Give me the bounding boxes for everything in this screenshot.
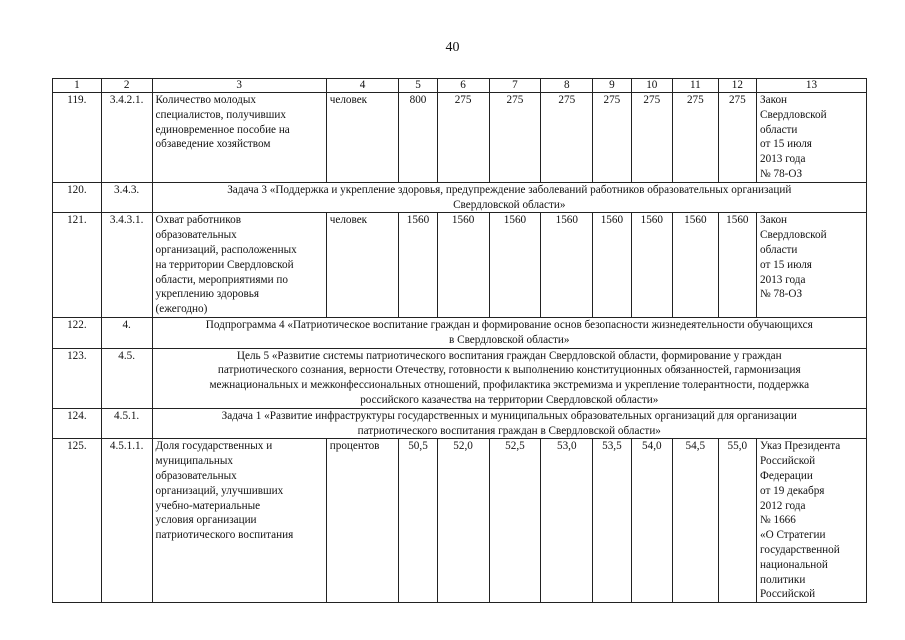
row-number: 119.: [53, 93, 102, 183]
legal-basis: Указ Президента Российской Федерации от 19 декабря 2012 года № 1666 «О Стратегии государственной национальной политики Российской: [757, 439, 867, 603]
unit: человек: [326, 93, 399, 183]
indicator-row: [53, 93, 867, 183]
column-number: 4: [326, 79, 399, 93]
row-number: 125.: [53, 439, 102, 603]
column-number: 13: [757, 79, 867, 93]
section-row: [53, 182, 867, 213]
row-number: 121.: [53, 213, 102, 318]
row-code: 4.: [101, 317, 152, 348]
indicator-value: 50,5: [399, 439, 437, 603]
row-number: 124.: [53, 408, 102, 439]
indicator-value: 275: [489, 93, 541, 183]
indicator-row: [53, 439, 867, 603]
indicator-row: [53, 213, 867, 318]
indicator-value: 1560: [718, 213, 756, 318]
indicator-value: 275: [631, 93, 672, 183]
indicator-value: 1560: [673, 213, 719, 318]
indicator-value: 1560: [399, 213, 437, 318]
column-number: 6: [437, 79, 489, 93]
section-row: [53, 317, 867, 348]
indicator-value: 54,0: [631, 439, 672, 603]
row-code: 4.5.1.1.: [101, 439, 152, 603]
indicator-value: 1560: [593, 213, 631, 318]
indicator-value: 54,5: [673, 439, 719, 603]
indicator-value: 55,0: [718, 439, 756, 603]
column-number: 9: [593, 79, 631, 93]
indicator-name: Количество молодых специалистов, получивших единовременное пособие на обзаведение хозяйством: [152, 93, 326, 183]
row-number: 123.: [53, 348, 102, 408]
column-number: 5: [399, 79, 437, 93]
unit: человек: [326, 213, 399, 318]
column-number-row: [53, 79, 867, 93]
column-number: 3: [152, 79, 326, 93]
legal-basis: Закон Свердловской области от 15 июля 2013 года № 78-ОЗ: [757, 93, 867, 183]
indicator-value: 800: [399, 93, 437, 183]
column-number: 12: [718, 79, 756, 93]
indicator-value: 53,5: [593, 439, 631, 603]
indicator-value: 275: [718, 93, 756, 183]
column-number: 2: [101, 79, 152, 93]
column-number: 11: [673, 79, 719, 93]
row-code: 3.4.3.1.: [101, 213, 152, 318]
row-code: 3.4.2.1.: [101, 93, 152, 183]
row-number: 120.: [53, 182, 102, 213]
row-code: 4.5.: [101, 348, 152, 408]
indicator-value: 1560: [541, 213, 593, 318]
section-title: Подпрограмма 4 «Патриотическое воспитание граждан и формирование основ безопасности жизнедеятельности обучающихся в Свердловской области»: [152, 317, 866, 348]
indicator-value: 275: [437, 93, 489, 183]
indicator-value: 53,0: [541, 439, 593, 603]
column-number: 1: [53, 79, 102, 93]
section-title: Задача 1 «Развитие инфраструктуры государственных и муниципальных образовательных организаций для организации патриотического воспитания граждан в Свердловской области»: [152, 408, 866, 439]
row-code: 3.4.3.: [101, 182, 152, 213]
indicator-value: 52,0: [437, 439, 489, 603]
indicator-value: 275: [673, 93, 719, 183]
column-number: 10: [631, 79, 672, 93]
indicator-value: 1560: [437, 213, 489, 318]
indicator-value: 52,5: [489, 439, 541, 603]
page-number: 40: [445, 40, 460, 55]
section-row: [53, 348, 867, 408]
row-code: 4.5.1.: [101, 408, 152, 439]
indicator-value: 275: [593, 93, 631, 183]
row-number: 122.: [53, 317, 102, 348]
indicator-value: 1560: [631, 213, 672, 318]
indicator-name: Доля государственных и муниципальных образовательных организаций, улучшивших учебно-материальные условия организации патриотического воспитания: [152, 439, 326, 603]
unit: процентов: [326, 439, 399, 603]
column-number: 7: [489, 79, 541, 93]
indicator-value: 1560: [489, 213, 541, 318]
column-number: 8: [541, 79, 593, 93]
section-title: Цель 5 «Развитие системы патриотического воспитания граждан Свердловской области, формирование у граждан патриотического сознания, верности Отечеству, готовности к выполнению конституционных обязанностей, гармонизация межнациональных и межконфессиональных отношений, профилактика экстремизма и укрепление толерантности, поддержка российского казачества на территории Свердловской области»: [152, 348, 866, 408]
section-title: Задача 3 «Поддержка и укрепление здоровья, предупреждение заболеваний работников образовательных организаций Свердловской области»: [152, 182, 866, 213]
indicators-table: [52, 78, 867, 603]
indicator-value: 275: [541, 93, 593, 183]
indicator-name: Охват работников образовательных организаций, расположенных на территории Свердловской области, мероприятиями по укреплению здоровья (ежегодно): [152, 213, 326, 318]
legal-basis: Закон Свердловской области от 15 июля 2013 года № 78-ОЗ: [757, 213, 867, 318]
section-row: [53, 408, 867, 439]
